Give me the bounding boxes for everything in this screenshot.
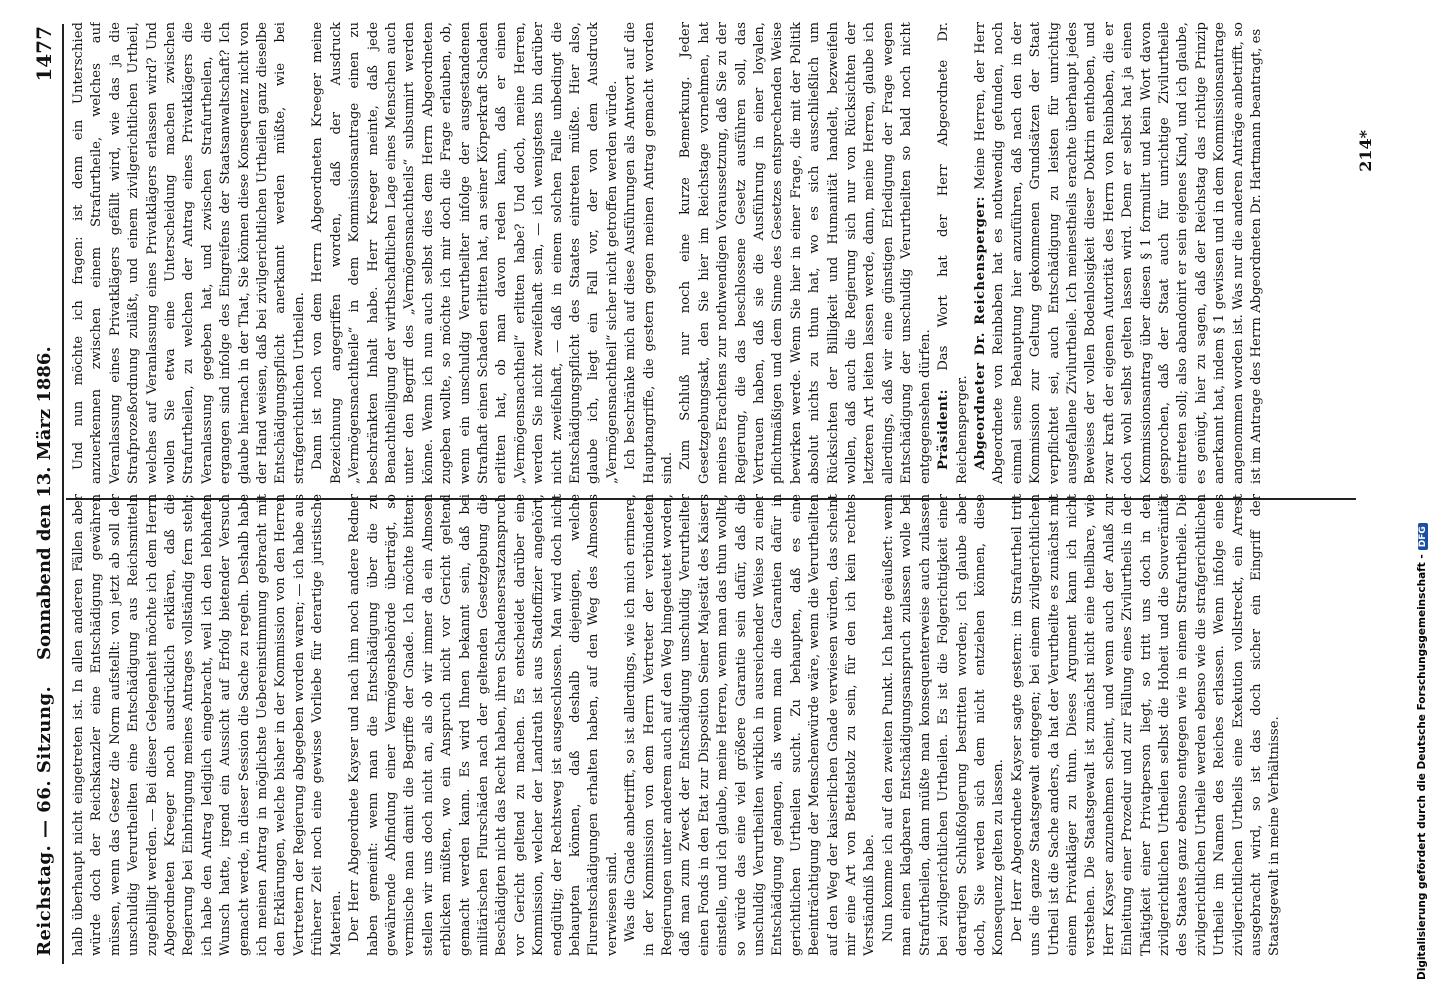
paragraph: Was die Gnade anbetrifft, so ist allerdings, wie ich mich erinnere, in der Kommission von dem Herrn Vertreter der verbündeten Regierungen unter anderem auch auf den Weg hingedeutet worden, daß man zum Zweck der Entschädigung unschuldig Verurtheilter einen Fonds in den Etat zur Disposition Seiner Majestät des Kaisers einstelle, und ich glaube, meine Herren, wenn man das thun wollte, so würde das eine viel größere Garantie sein dafür, daß die unschuldig Verurtheilten wirklich in ausreichender Weise zu einer Entschädigung gelangen, als wenn man die Garantien dafür in gerichtlichen Urtheilen sucht. Zu behaupten, daß es eine Beeinträchtigung der Menschenwürde wäre, wenn die Verurtheilten auf den Weg der kaiserlichen Gnade verwiesen würden, das scheint mir eine Art von Bettelstolz zu sein, für den ich kein rechtes Verständniß habe. [623, 494, 878, 956]
speech-text: Meine Herren, der Herr Abgeordnete von Reinbaben hat es nothwendig gefunden, noch einmal seine Behauptung hier anzuführen, daß nach den in der Kommission zur Geltung gekommenen Grundsätzen der Staat verpflichtet sei, auch Entschädigung zu leisten für unrichtig ausgefallene Zivilurtheile. Ich meinestheils erachte überhaupt jedes Beweises der vollen Bodenlosigkeit dieser Doktrin enthoben, und zwar kraft der eigenen Autorität des Herrn von Reinbaben, die er doch wohl selbst gelten lassen wird. Denn er selbst hat ja einen Kommissionsantrag über diesen § 1 formulirt und kein Wort davon gesprochen, daß der Staat auch für unrichtige Zivilurtheile eintreten soll; also abandonirt er sein eigenes Kind, und ich glaube, es genügt, hier zu sagen, daß der Reichstag das richtige Prinzip anerkannt hat, indem § 1 gewissen und in dem Kommissionsantrage angenommen worden ist. Was nur die anderen Anträge anbetrifft, so ist im Antrage des Herrn Abgeordneten Dr. Hartmann beantragt, es [972, 22, 1264, 484]
digitization-credit [1416, 523, 1428, 980]
header-rule [62, 24, 64, 964]
page-number: 1477 [32, 26, 56, 82]
signature-mark: 214* [1356, 130, 1375, 172]
paragraph: Und nun möchte ich fragen: ist denn ein Unterschied anzuerkennen zwischen einem Strafurtheile, welches auf Veranlassung eines Privatklägers gefällt wird, wie das ja die Strafprozeßordnung zuläßt, und einem zivilgerichtlichen Urtheil, welches auf Veranlassung eines Privatklägers erlassen wird? Und wollen Sie etwa eine Unterscheidung machen zwischen Strafurtheilen, zu welchen der Antrag eines Privatklägers die Veranlassung gegeben hat, und zwischen Strafurtheilen, die ergangen sind infolge des Eingreifens der Staatsanwaltschaft? Ich glaube hiernach in der That, Sie können diese Konsequenz nicht von der Hand weisen, daß bei zivilgerichtlichen Urtheilen ganz dieselbe Entschädigungspflicht anerkannt werden müßte, wie bei strafgerichtlichen Urtheilen. [71, 22, 307, 484]
dfg-logo: DFG [1418, 523, 1428, 550]
text-column-right [70, 22, 1350, 484]
president-text: Das Wort hat der Herr Abgeordnete Dr. Reichensperger. [936, 22, 970, 484]
paragraph: Dann ist noch von dem Herrn Abgeordneten Kreeger meine Bezeichnung angegriffen worden, daß der Ausdruck „Vermögensnachtheile“ in dem Kommissionsantrage einen zu beschränkten Inhalt habe. Herr Kreeger meinte, daß jede Benachtheiligung der wirthschaftlichen Lage eines Menschen auch unter den Begriff des „Vermögensnachtheils“ subsumirt werden könne. Wenn ich nun auch selbst dies dem Herrn Abgeordneten zugeben wollte, so möchte ich mir doch die Frage erlauben, ob, wenn ein unschuldig Verurtheilter infolge der ausgestandenen Strafhaft einen Schaden erlitten hat, an seiner Körperkraft Schaden erlitten hat, ob man davon reden kann, daß er einen „Vermögensnachtheil“ erlitten habe? Und doch, meine Herren, werden Sie nicht zweifelhaft sein, — ich wenigstens bin darüber nicht zweifelhaft, — daß in einem solchen Falle unbedingt die Entschädigungspflicht des Staates eintreten müßte. Hier also, glaube ich, liegt ein Fall vor, der von dem Ausdruck „Vermögensnachtheil“ sicher nicht getroffen werden würde. [310, 22, 620, 484]
text-column-left [70, 494, 1350, 956]
header-title: Reichstag. — 66. Sitzung. [34, 685, 55, 956]
header-date: Sonnabend den 13. März 1886. [34, 346, 55, 660]
paragraph: Zum Schluß nur noch eine kurze Bemerkung. Jeder Gesetzgebungsakt, den Sie hier im Reichstage vornehmen, hat meines Erachtens zur nothwendigen Voraussetzung, daß Sie zu der Regierung, die das beschlossene Gesetz ausführen soll, das Vertrauen haben, daß sie die Ausführung in einer loyalen, pflichtmäßigen und dem Sinne des Gesetzes entsprechenden Weise bewirken werde. Wenn Sie hier in einer Frage, die mit der Politik absolut nichts zu thun hat, wo es sich ausschließlich um Rücksichten der Billigkeit und Humanität handelt, bezweifeln wollen, daß auch die Regierung sich nur von Rücksichten der letzteren Art leiten lassen werde, dann, meine Herren, glaube ich allerdings, daß wir eine günstigen Erledigung der Frage wegen Entschädigung der unschuldig Verurtheilten so bald noch nicht entgegensehen dürfen. [678, 22, 933, 484]
paragraph: Ich beschränke mich auf diese Ausführungen als Antwort auf die Hauptangriffe, die gestern gegen meinen Antrag gemacht worden sind. [623, 22, 675, 484]
president-label: Präsident: [936, 388, 952, 470]
speech-paragraph [972, 22, 1267, 484]
paragraph: halb überhaupt nicht eingetreten ist. In allen anderen Fällen aber würde doch der Reichskanzler eine Entschädigung gewähren müssen, wenn das Gesetz die Norm aufstellt: von jetzt ab soll der unschuldig Verurtheilten eine Entschädigung aus Reichsmitteln zugebilligt werden. — Bei dieser Gelegenheit möchte ich dem Herrn Abgeordneten Kreeger noch ausdrücklich erklären, daß die Regierung bei Einbringung meines Antrages vollständig fern steht; ich habe den Antrag lediglich eingebracht, weil ich den lebhaften Wunsch hatte, irgend ein Aussicht auf Erfolg bietender Versuch gemacht werde, in dieser Session die Sache zu regeln. Deshalb habe ich meinen Antrag in möglichste Uebereinstimmung gebracht mit den Erklärungen, welche bisher in der Kommission von den Herren Vertretern der Regierung abgegeben worden waren; — ich habe aus früherer Zeit noch eine gewisse Vorliebe für derartige juristische Materien. [71, 494, 344, 956]
paragraph: Nun komme ich auf den zweiten Punkt. Ich hatte geäußert: wenn man einen klagbaren Entschädigungsanspruch zulassen wolle bei Strafurtheilen, dann müßte man konsequenterweise auch zulassen bei zivilgerichtlichen Urtheilen. Es ist die Folgerichtigkeit einer derartigen Schlußfolgerung bestritten worden; ich glaube aber doch, Sie werden sich dem nicht entziehen können, diese Konsequenz gelten zu lassen. [880, 494, 1007, 956]
paragraph: Der Herr Abgeordnete Kayser und nach ihm noch andere Redner haben gemeint: wenn man die Entschädigung über die zu gewährende Abfindung einer Vermögensbehörde überträgt, so vermische man damit die Begriffe der Gnade. Ich möchte bitten: stellen wir uns doch nicht an, als ob wir immer da ein Almosen erblicken müßten, wo ein Anspruch nicht vor Gericht geltend gemacht werden kann. Es wird Ihnen bekannt sein, daß bei militärischen Flurschäden nach der geltenden Gesetzgebung die Beschädigten nicht das Recht haben, ihren Schadensersatzanspruch vor Gericht geltend zu machen. Es entscheidet darüber eine Kommission, welcher der Landrath ist aus Stadtoffizier angehört, endgültig; der Rechtsweg ist ausgeschlossen. Man wird doch nicht behaupten können, daß deshalb diejenigen, welche Flurentschädigungen erhalten haben, auf den Weg des Almosens verwiesen sind. [347, 494, 620, 956]
speaker-name: Abgeordneter Dr. Reichensperger: [972, 195, 988, 470]
paragraph: Der Herr Abgeordnete Kayser sagte gestern: im Strafurtheil tritt uns die ganze Staatsgewalt entgegen; bei einem zivilgerichtlichen Urtheil ist die Sache anders, da hat der Verurtheilte es zunächst mit einem Privatkläger zu thun. Dieses Argument kann ich nicht verstehen. Die Staatsgewalt ist zunächst nicht eine theilbare, wie Herr Kayser anzunehmen scheint, und wenn auch der Anlaß zur Einleitung einer Prozedur und zur Fällung eines Zivilurtheils in der Thätigkeit einer Privatperson liegt, so tritt uns doch in den zivilgerichtlichen Urtheilen selbst die Hoheit und die Souveränität des Staates ganz ebenso entgegen wie in einem Strafurtheile. Die zivilgerichtlichen Urtheile werden ebenso wie die strafgerichtlichen Urtheile im Namen des Reiches erlassen. Wenn infolge eines zivilgerichtlichen Urtheils eine Exekution vollstreckt, ein Arrest ausgebracht wird, so ist das doch sicher ein Eingriff der Staatsgewalt in meine Verhältnisse. [1009, 494, 1283, 956]
president-line [935, 22, 972, 484]
credit-text: Digitalisierung gefördert durch die Deutsche Forschungsgemeinschaft - [1416, 554, 1428, 980]
running-header [28, 0, 62, 1000]
